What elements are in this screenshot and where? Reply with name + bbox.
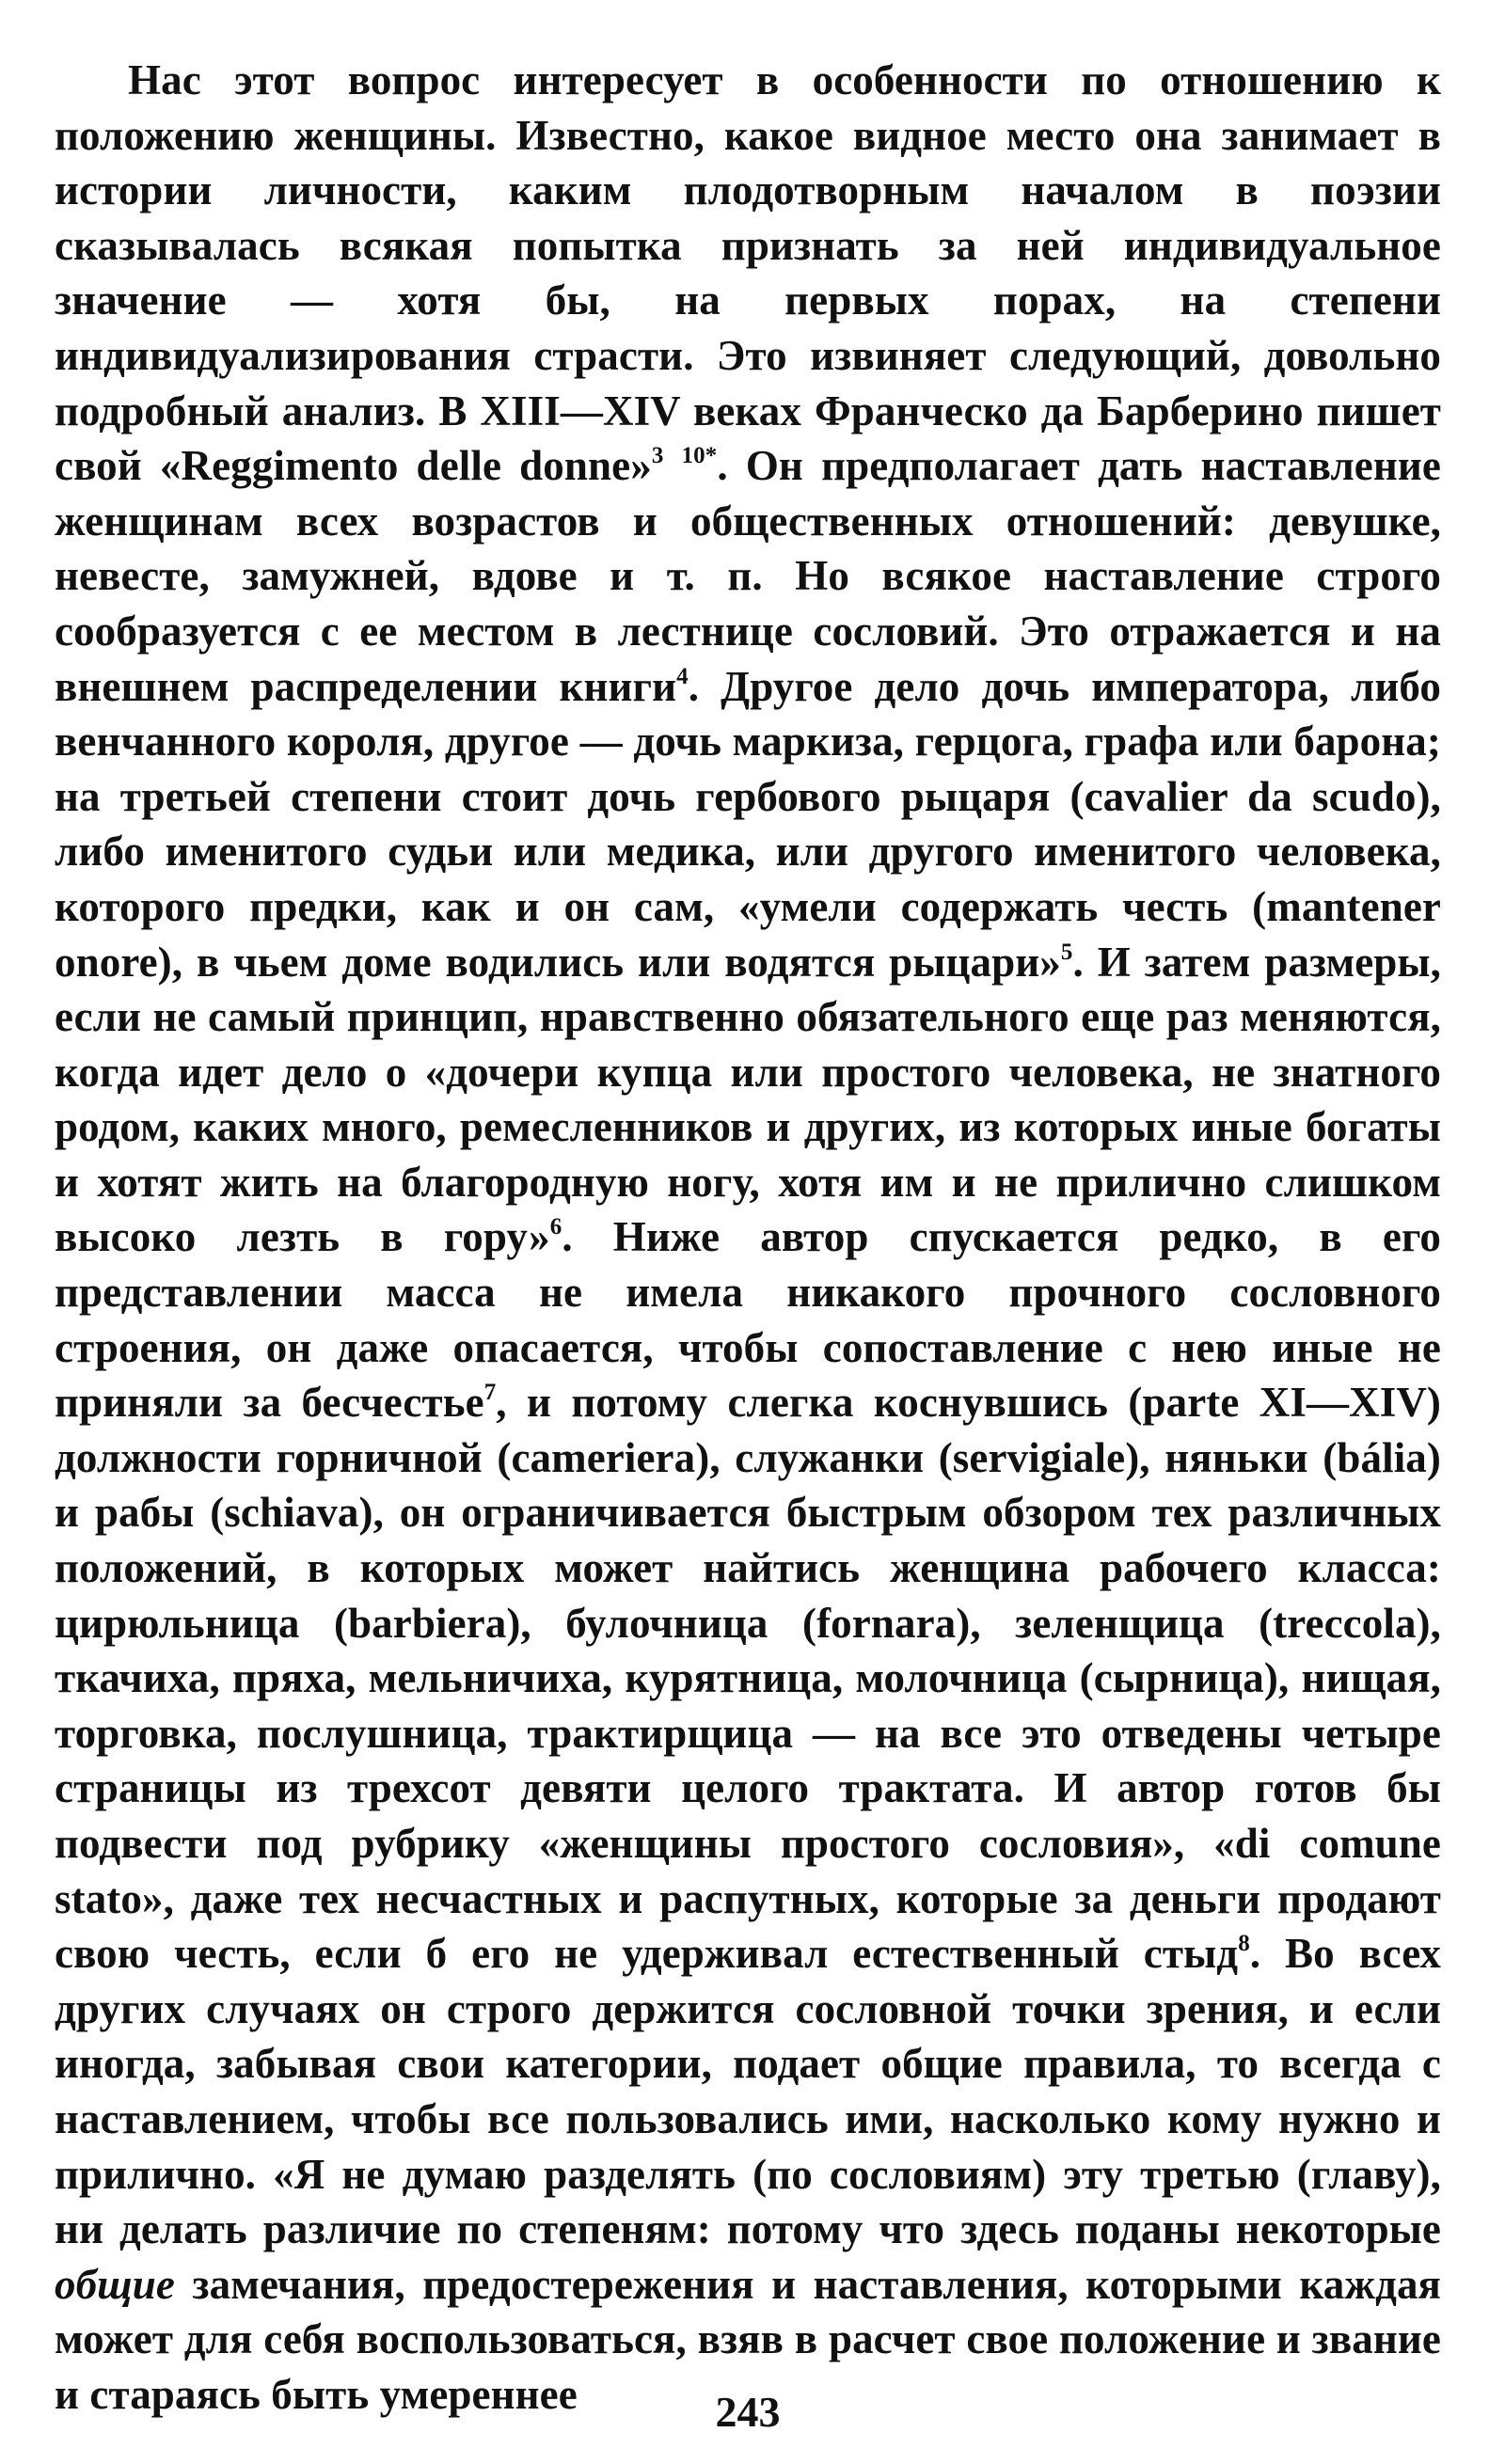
text-run: . Другое дело дочь императора, либо венчанного короля, другое — дочь маркиза, герцога, графа или барона; на третьей степени стоит дочь гербового рыцаря (cavalier da scudo), либо именитого судьи или медика, или другого именитого человека, которого предки, как и он сам, «умели содержать честь (mantener onore), в чьем доме водились или водятся рыцари» — [55, 662, 1441, 986]
text-run: . Он предполагает дать наставление женщинам всех возрастов и общественных отношений: девушке, невесте, замужней, вдове и т. п. Но всякое наставление строго сообразуется с ее местом в лестнице сословий. Это отражается и на внешнем распределении книги — [55, 442, 1441, 710]
text-run — [663, 442, 681, 489]
footnote-marker: 5 — [1060, 939, 1073, 965]
footnote-marker: 8 — [1238, 1931, 1250, 1957]
body-paragraph — [55, 53, 1441, 2423]
footnote-marker: 7 — [483, 1380, 497, 1406]
text-run: . И затем размеры, если не самый принцип, нравственно обязательного еще раз меняются, когда идет дело о «дочери купца или простого человека, не знатного родом, каких много, ремесленников и других, из которых иные богаты и хотят жить на благородную ногу, хотя им и не прилично слишком высоко лезть в гору» — [55, 938, 1441, 1261]
text-run: . Во всех других случаях он строго держится сословной точки зрения, и если иногда, забывая свои категории, подает общие правила, то всегда с наставлением, чтобы все пользовались ими, насколько кому нужно и прилично. «Я не думаю разделять (по сословиям) эту третью (главу), ни делать различие по степеням: потому что здесь поданы некоторые — [55, 1930, 1441, 2253]
text-run: замечания, предостережения и наставления, которыми каждая может для себя воспользоваться, взяв в расчет свое положение и звание и стараясь быть умереннее — [55, 2260, 1441, 2418]
text-run: Нас этот вопрос интересует в особенности по отношению к положению женщины. Известно, какое видное место она занимает в истории личности, каким плодотворным началом в поэзии сказывалась всякая попытка признать за ней индивидуальное значение — хотя бы, на первых порах, на степени индивидуализирования страсти. Это извиняет следующий, довольно подробный анализ. В XIII—XIV веках Франческо да Барберино пишет свой «Reggimento delle donne» — [55, 56, 1441, 490]
text-run: . Ниже автор спускается редко, в его представлении масса не имела никакого прочного сословного строения, он даже опасается, чтобы сопоставление с нею иные не приняли за бесчестье — [55, 1213, 1441, 1427]
footnote-marker: 10* — [681, 443, 718, 469]
page-number: 243 — [715, 2388, 781, 2436]
text-run: , и потому слегка коснувшись (parte XI—XIV) должности горничной (cameriera), служанки (servigiale), няньки (bália) и рабы (schiava), он ограничивается быстрым обзором тех различных положений, в которых может найтись женщина рабочего класса: цирюльница (barbiera), булочница (fornara), зеленщица (treccola), ткачиха, пряха, мельничиха, курятница, молочница (сырница), нищая, торговка, послушница, трактирщица — на все это отведены четыре страницы из трехсот девяти целого трактата. И автор готов бы подвести под рубрику «женщины простого сословия», «di comune stato», даже тех несчастных и распутных, которые за деньги продают свою честь, если б его не удерживал естественный стыд — [55, 1379, 1441, 1978]
book-page — [55, 53, 1441, 2436]
italic-word: общие — [55, 2260, 175, 2308]
footnote-marker: 3 — [651, 443, 664, 469]
footnote-marker: 4 — [676, 663, 689, 689]
footnote-marker: 6 — [549, 1214, 562, 1240]
